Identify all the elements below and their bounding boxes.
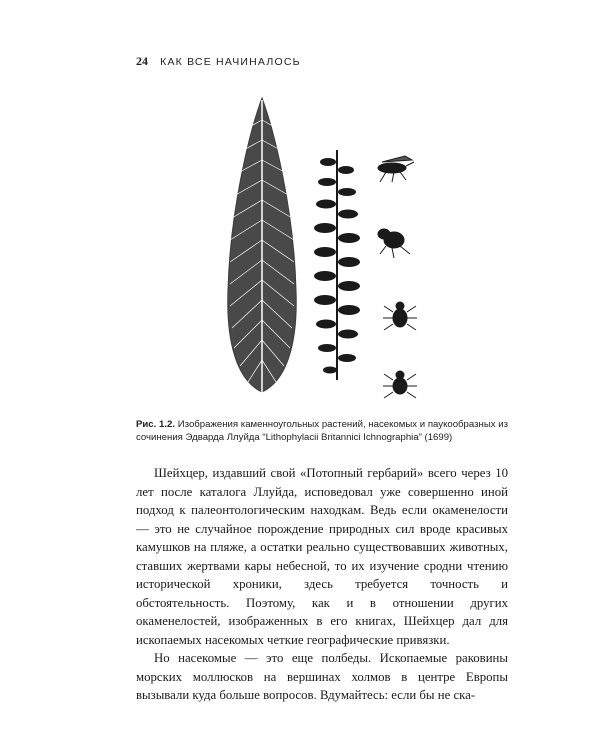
figure-caption <box>136 418 508 444</box>
insect-winged <box>378 156 414 182</box>
running-header <box>136 54 301 69</box>
fern-frond-large <box>228 98 296 395</box>
figure-caption-text: Изображения каменноугольных растений, насекомых и паукообразных из сочинения Эдварда Ллуйда “Lithophylacii Britannici Ichnographia” (1699) <box>136 419 508 443</box>
fern-frond-narrow <box>314 150 360 380</box>
paragraph: Но насекомые — это еще полбеды. Ископаемые раковины морских моллюсков на вершинах холмов в центре Европы вызывали куда больше вопросов. Вдумайтесь: если бы не ска- <box>136 651 508 702</box>
arachnid-2 <box>383 371 417 398</box>
section-title: КАК ВСЕ НАЧИНАЛОСЬ <box>160 56 301 68</box>
insect-beetle <box>378 229 410 258</box>
paragraph: Шейхцер, издавший свой «Потопный гербарий» всего через 10 лет после каталога Ллуйда, исповедовал уже совершенно иной подход к палеонтологическим находкам. Ведь если окаменелости — это не случайное порождение природных сил вроде красивых камушков на пляже, а остатки реально существовавших животных, ставших жертвами кары небесной, то их изучение сродни чтению исторической хроники, здесь требуется точность и обстоятельность. Поэтому, как и в отношении других окаменелостей, изображенных в его книгах, Шейхцер дал для ископаемых насекомых четкие географические привязки. <box>136 466 508 647</box>
fossil-illustration <box>200 90 440 410</box>
body-text <box>136 464 508 705</box>
figure-label: Рис. 1.2. <box>136 419 176 430</box>
arachnid-1 <box>383 302 417 330</box>
page-number: 24 <box>136 54 148 68</box>
